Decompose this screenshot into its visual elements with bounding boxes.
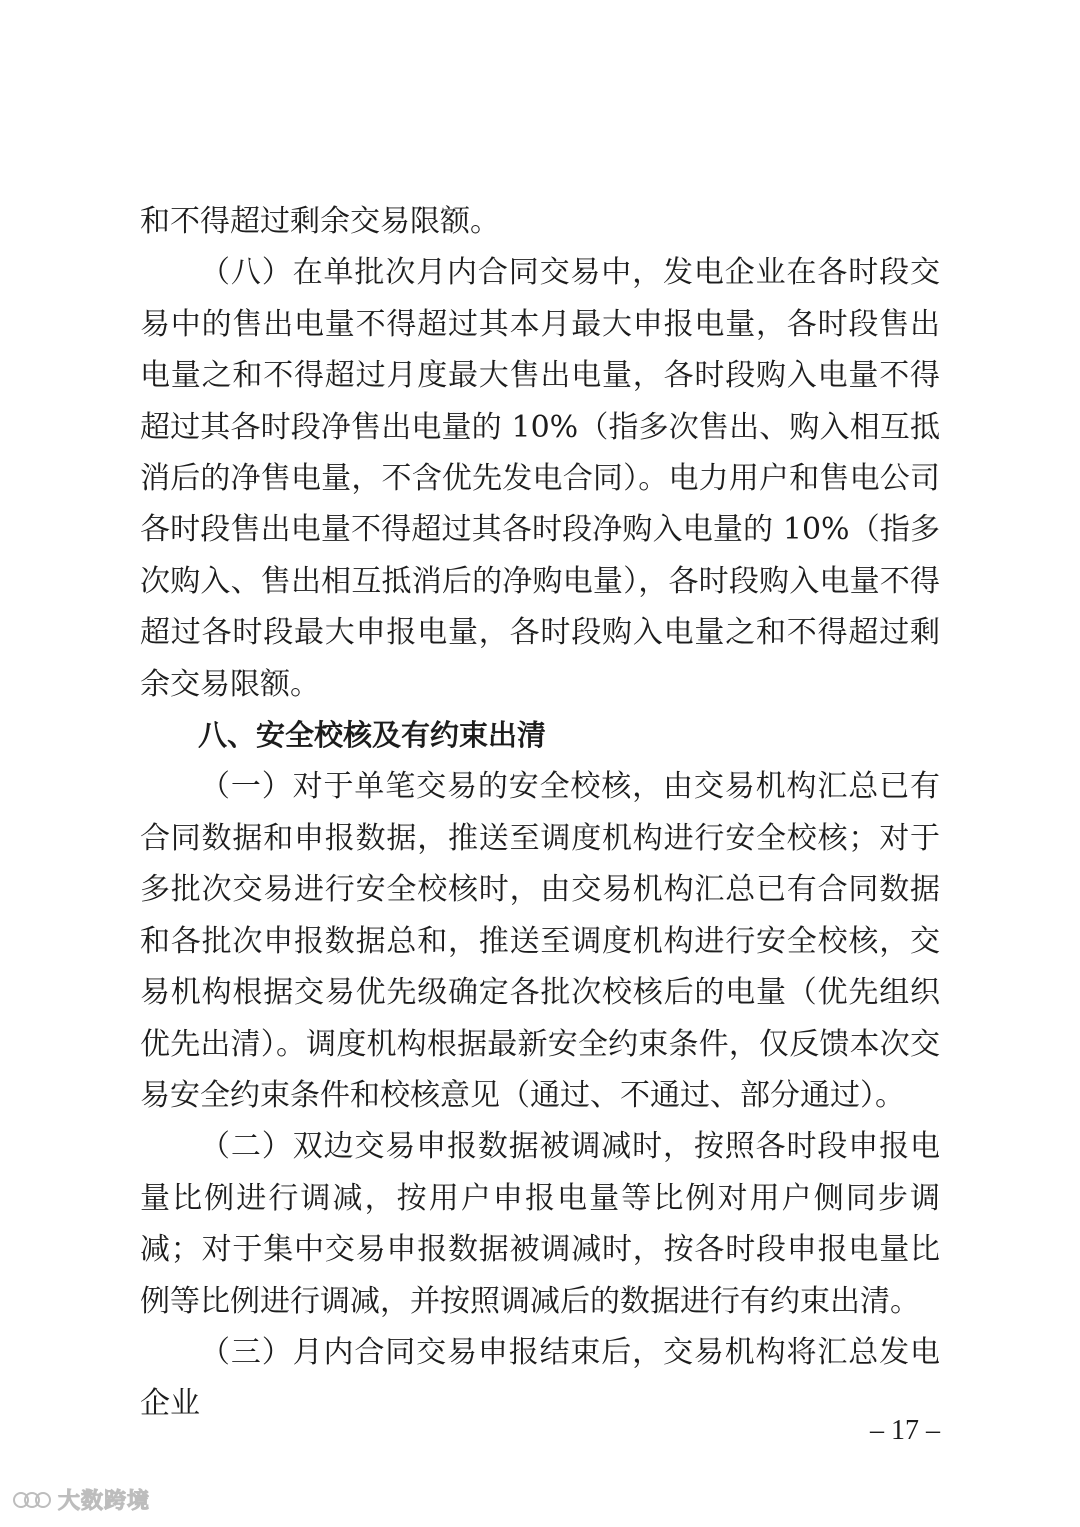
document-body bbox=[140, 196, 940, 1430]
paragraph-item-8: （八）在单批次月内合同交易中，发电企业在各时段交易中的售出电量不得超过其本月最大申报电量，各时段售出电量之和不得超过月度最大售出电量，各时段购入电量不得超过其各时段净售出电量的 10%（指多次售出、购入相互抵消后的净售电量，不含优先发电合同）。电力用户和售电公司各时段售出电量不得超过其各时段净购入电量的 10%（指多次购入、售出相互抵消后的净购电量），各时段购入电量不得超过各时段最大申报电量，各时段购入电量之和不得超过剩余交易限额。 bbox=[140, 255, 940, 702]
page-number: – 17 – bbox=[870, 1415, 940, 1446]
paragraph-item-2: （二）双边交易申报数据被调减时，按照各时段申报电量比例进行调减，按用户申报电量等比例对用户侧同步调减；对于集中交易申报数据被调减时，按各时段申报电量比例等比例进行调减，并按照调减后的数据进行有约束出清。 bbox=[140, 1129, 940, 1319]
watermark-text: 大数跨境 bbox=[58, 1489, 151, 1514]
paragraph-continuation: 和不得超过剩余交易限额。 bbox=[140, 204, 500, 239]
brand-logo-icon bbox=[12, 1487, 52, 1513]
paragraph-item-3: （三）月内合同交易申报结束后，交易机构将汇总发电企业 bbox=[140, 1334, 940, 1422]
watermark bbox=[12, 1484, 150, 1515]
section-heading: 八、安全校核及有约束出清 bbox=[198, 718, 547, 753]
paragraph-item-1: （一）对于单笔交易的安全校核，由交易机构汇总已有合同数据和申报数据，推送至调度机构进行安全校核；对于多批次交易进行安全校核时，由交易机构汇总已有合同数据和各批次申报数据总和，推送至调度机构进行安全校核，交易机构根据交易优先级确定各批次校核后的电量（优先组织优先出清）。调度机构根据最新安全约束条件，仅反馈本次交易安全约束条件和校核意见（通过、不通过、部分通过）。 bbox=[140, 769, 940, 1113]
